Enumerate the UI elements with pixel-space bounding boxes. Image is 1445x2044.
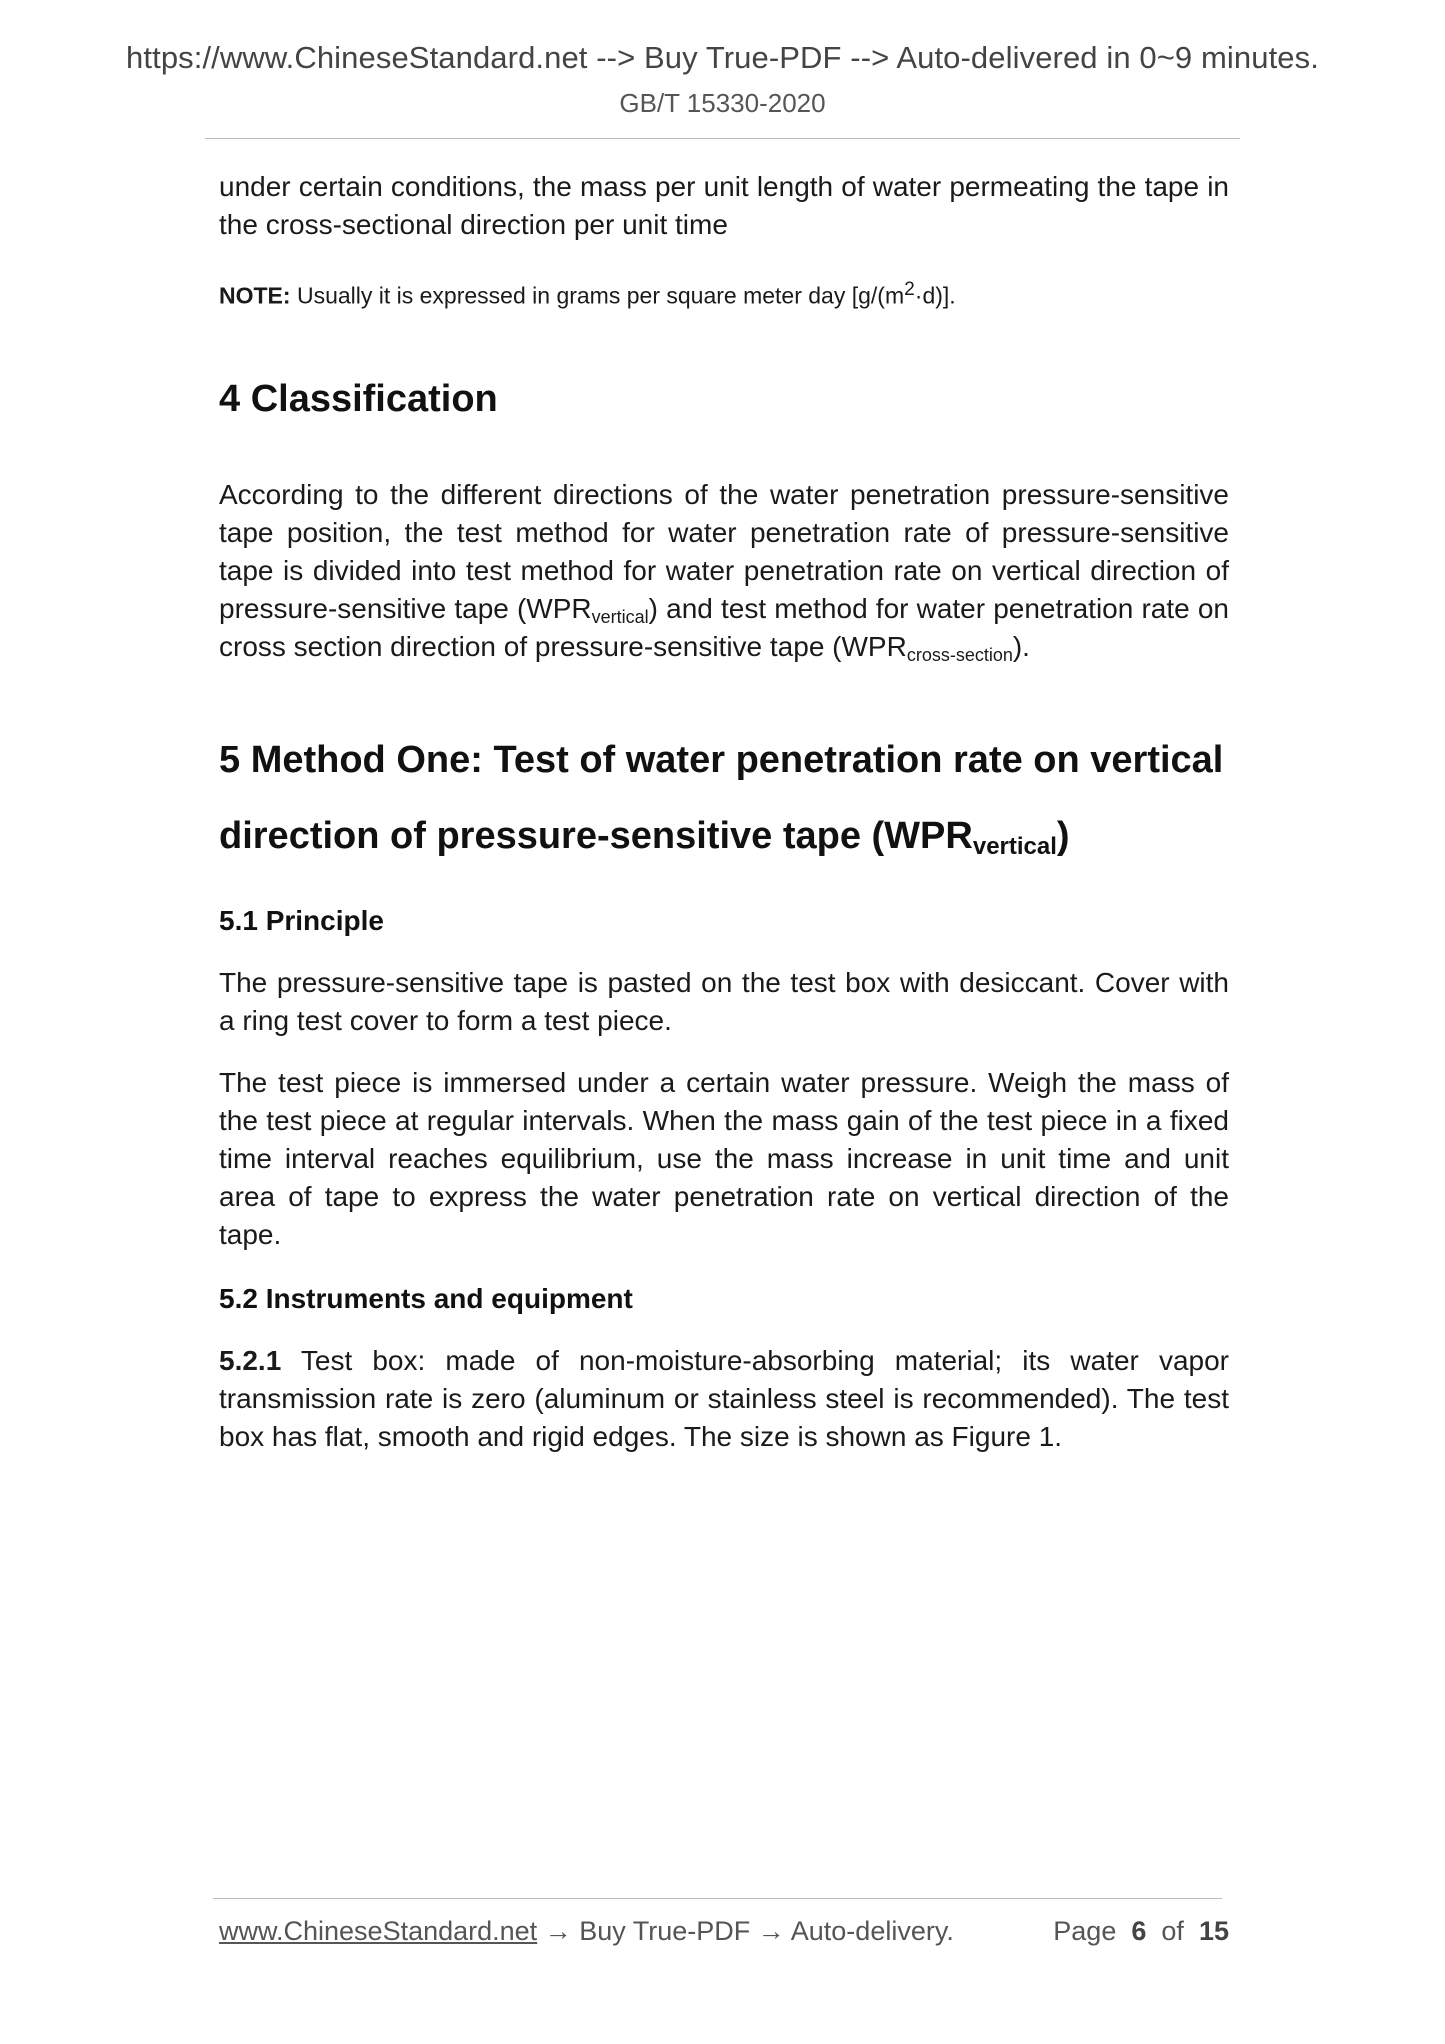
header-divider: [205, 138, 1240, 139]
page-indicator: [1053, 1916, 1229, 1947]
principle-paragraph-1: The pressure-sensitive tape is pasted on the test box with desiccant. Cover with a ring test cover to form a test piece.: [219, 966, 1229, 1036]
page-footer: [219, 1916, 1229, 1956]
page-content: [219, 168, 1229, 1456]
section-4-text-a: According to the different directions of the water penetration pressure-sensitive tape position, the test method for water penetration rate of pressure-sensitive tape is divided into test method for water penetration rate on vertical direction of pressure-sensitive tape (WPR: [219, 478, 1229, 624]
footer-delivery-text: Auto-delivery.: [790, 1916, 954, 1946]
note-paragraph: [219, 274, 1229, 312]
section-4-heading: 4 Classification: [219, 377, 498, 420]
section-5-heading-subscript: vertical: [972, 832, 1057, 860]
section-4-paragraph: [219, 476, 1229, 666]
section-4-subscript-vertical: vertical: [591, 606, 649, 627]
arrow-right-icon: →: [537, 1916, 580, 1946]
section-4-subscript-cross-section: cross-section: [906, 644, 1013, 665]
page-total: 15: [1198, 1916, 1229, 1946]
section-5-heading-text: 5 Method One: Test of water penetration rate on vertical direction of pressure-sensitive tape (WPR: [219, 738, 1224, 857]
footer-buy-text: Buy True-PDF: [579, 1916, 751, 1946]
principle-paragraph-2: The test piece is immersed under a certain water pressure. Weigh the mass of the test piece at regular intervals. When the mass gain of the test piece in a fixed time interval reaches equilibrium, use the mass increase in unit time and unit area of tape to express the water penetration rate on vertical direction of the tape.: [219, 1066, 1229, 1250]
arrow-right-icon: →: [750, 1916, 791, 1946]
section-5-heading: [219, 722, 1229, 874]
subsection-5-1-heading: 5.1 Principle: [219, 904, 384, 936]
clause-5-2-1-paragraph: [219, 1342, 1229, 1456]
note-text-a: Usually it is expressed in grams per square meter day [g/(m: [290, 282, 905, 309]
clause-5-2-1-text: Test box: made of non-moisture-absorbing material; its water vapor transmission rate is zero (aluminum or stainless steel is recommended). The test box has flat, smooth and rigid edges. The size is shown as Figure 1.: [219, 1344, 1229, 1452]
footer-site-link[interactable]: www.ChineseStandard.net: [219, 1916, 538, 1946]
of-label: of: [1161, 1916, 1184, 1946]
clause-5-2-1-label: 5.2.1: [219, 1344, 282, 1376]
footer-links: [219, 1916, 954, 1947]
definition-text: under certain conditions, the mass per unit length of water permeating the tape in the cross-sectional direction per unit time: [219, 171, 1229, 240]
document-code: GB/T 15330-2020: [619, 88, 826, 118]
page-number: 6: [1131, 1916, 1147, 1946]
page-label: Page: [1053, 1916, 1117, 1946]
note-text-b: ·d)].: [914, 282, 956, 309]
header-url-line[interactable]: https://www.ChineseStandard.net --> Buy True-PDF --> Auto-delivered in 0~9 minutes.: [126, 40, 1319, 75]
note-superscript: 2: [904, 279, 915, 300]
section-5-heading-close: ): [1056, 814, 1070, 857]
footer-divider: [213, 1898, 1222, 1899]
note-label: NOTE:: [219, 282, 291, 309]
subsection-5-2-heading: 5.2 Instruments and equipment: [219, 1282, 633, 1314]
section-4-text-b: ) and test method for water penetration rate on cross section direction of pressure-sensitive tape (WPR: [219, 592, 1230, 662]
section-4-text-c: ).: [1012, 630, 1030, 662]
